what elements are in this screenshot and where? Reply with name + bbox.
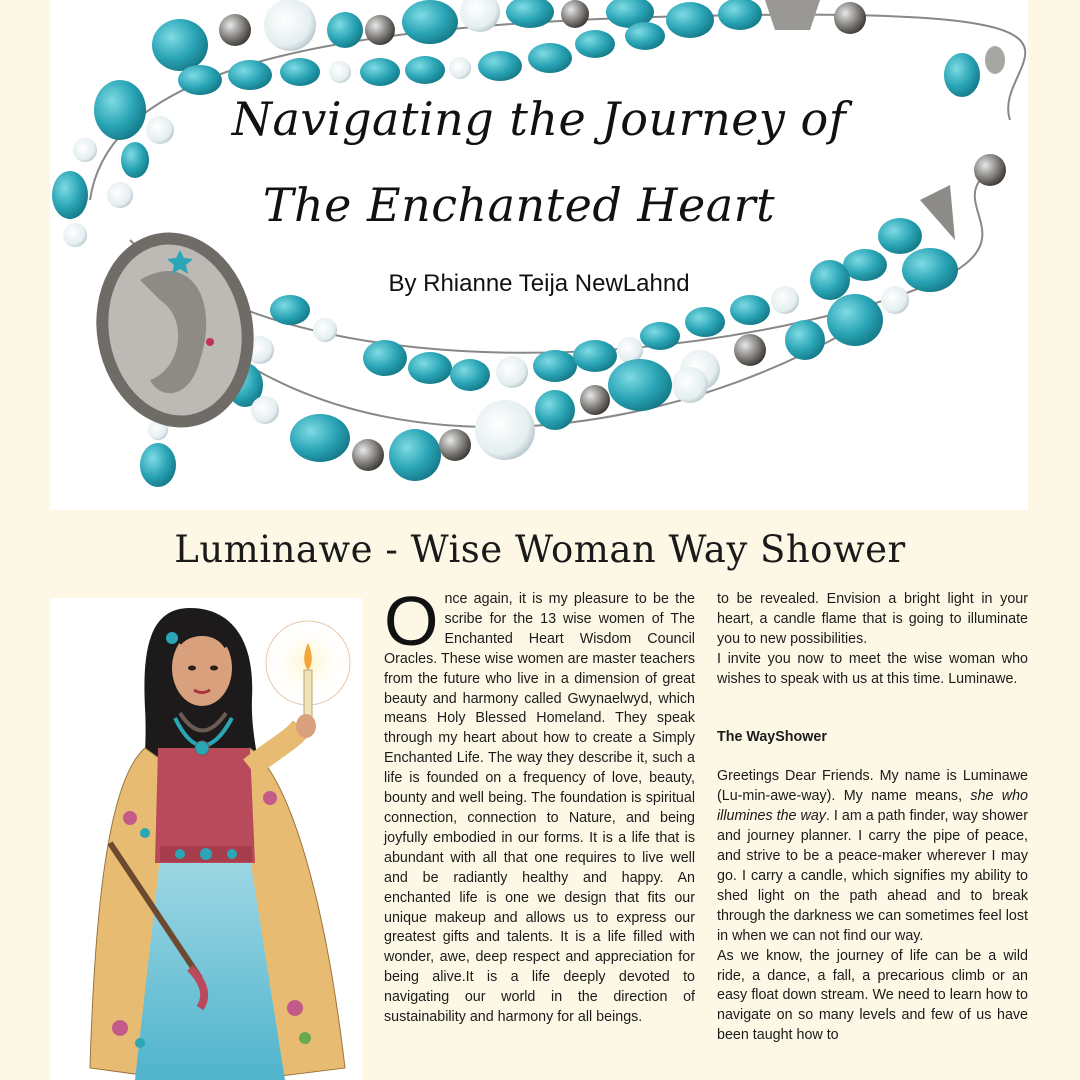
hero-image — [50, 0, 1028, 510]
silver-moon-pendant — [81, 220, 269, 440]
magazine-title-line2: The Enchanted Heart — [262, 178, 776, 232]
greetings-text-b: . I am a path finder, way shower and journey planner. I carry the pipe of peace, and strive to be a peace-maker wherever I may go. I carry a candle, which signifies my ability to shed light on the path ahead and to break through the darkness we can sometimes feel lost in when we can not find our way. — [717, 808, 1028, 944]
subheading-wayshower: The WayShower — [717, 728, 827, 745]
paragraph-greetings — [717, 767, 1028, 946]
intro-text: nce again, it is my pleasure to be the scribe for the 13 wise women of The Enchanted Heart Wisdom Council Oracles. These wise women are master teachers from the future who live in a dimension of great beauty and harmony called Gwynaelwyd, which means Holy Blessed Homeland. They speak through my heart about how to create a Simply Enchanted Life. The way they describe it, such a life is founded on a frequency of love, beauty, bounty and well being. The foundation is spiritual connection, connection to Nature, and being joyfully embodied in our forms. It is a life that is abundant with all that one requires to live well and be radiantly healthy and happy. An enchanted life is one we design that fits our unique makeup and allows us to express our greatest gifts and talents. It is a life filled with wonder, awe, deep respect and appreciation for being alive.It is a life deeply devoted to navigating our world in the direction of sustainability and harmony for all beings. — [384, 591, 695, 1026]
article-column-1 — [384, 582, 695, 1028]
turquoise-necklace-illustration — [50, 0, 1028, 510]
luminawe-illustration — [50, 598, 362, 1080]
magazine-title-line1: Navigating the Journey of — [231, 92, 847, 146]
author-byline: By Rhianne Teija NewLahnd — [388, 270, 690, 297]
article-column-2 — [717, 590, 1028, 1046]
wise-woman-drawing — [50, 598, 362, 1080]
greetings-text-a: Greetings Dear Friends. My name is Luminawe (Lu-min-awe-way). My name means, — [717, 768, 1028, 805]
name-meaning: she who illumines the way — [717, 788, 1028, 825]
paragraph-journey: As we know, the journey of life can be a wild ride, a dance, a fall, a precarious climb or an easy float down stream. We need to learn how to navigate on so many levels and few of us have been taught how to — [717, 947, 1028, 1044]
article-heading: Luminawe - Wise Woman Way Shower — [174, 528, 906, 571]
paragraph-invite: I invite you now to meet the wise woman who wishes to speak with us at this time. Luminawe. — [717, 650, 1028, 687]
drop-cap: O — [384, 582, 439, 660]
paragraph-envision: to be revealed. Envision a bright light in your heart, a candle flame that is going to illuminate you to new possibilities. — [717, 591, 1028, 647]
